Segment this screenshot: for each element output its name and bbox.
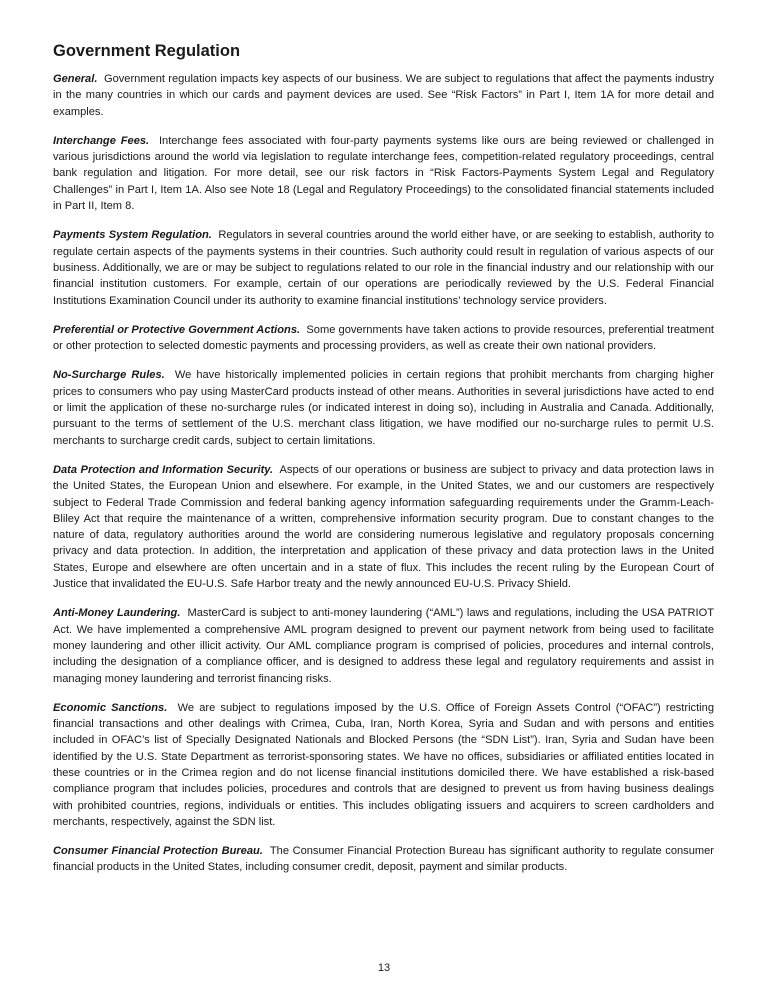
section-interchange-fees [53,133,714,214]
page-number: 13 [377,962,391,974]
section-title: General. [53,73,98,85]
section-title: Interchange Fees. [53,134,150,147]
section-title: Consumer Financial Protection Bureau. [53,845,263,858]
section-body: Regulators in several countries around the world either have, or are seeking to establish, authority to regulate certain aspects of the payments systems in their countries. Such authority could result in regulation of various aspects of our business. Additionally, we are or may be subject to regulations related to our role in the financial industry and our relationship with our financial institution customers. For example, certain of our operations are periodically reviewed by the U.S. Federal Financial Institutions Examination Council under its authority to examine financial institutions’ technology service providers. [53,229,715,307]
section-body: We have historically implemented policies in certain regions that prohibit merchants from charging higher prices to consumers who pay using MasterCard products instead of other means. Authorities in several jurisdictions have acted to end or limit the application of these no-surcharge rules (or indicated interest in doing so), including in Australia and Canada. Additionally, pursuant to the terms of settlement of the U.S. merchant class litigation, we have modified our no-surcharge rules to permit U.S. merchants to surcharge credit cards, subject to certain limitations. [53,369,714,447]
section-title: Data Protection and Information Security. [53,463,274,476]
section-general [53,71,714,120]
section-economic-sanctions [53,700,714,830]
section-body: The Consumer Financial Protection Bureau has significant authority to regulate consumer financial products in the United States, including consumer credit, deposit, payment and similar products. [53,845,714,874]
section-payments-system-regulation [53,227,714,308]
section-consumer-financial-protection-bureau [53,843,714,876]
section-body: Government regulation impacts key aspects of our business. We are subject to regulations that affect the payments industry in the many countries in which our cards and payment devices are used. See “Risk Factors” in Part I, Item 1A for more detail and examples. [53,73,714,118]
section-title: Anti-Money Laundering. [53,607,181,620]
section-body: Aspects of our operations or business are subject to privacy and data protection laws in the United States, the European Union and elsewhere. For example, in the United States, we and our customers are respectively subject to Federal Trade Commission and federal banking agency information safeguarding requirements under the Gramm-Leach-Bliley Act that require the maintenance of a written, comprehensive information security program. Due to constant changes to the nature of data, regulatory authorities around the world are considering numerous legislative and regulatory proposals concerning privacy and data protection. In addition, the interpretation and application of these privacy and data protection laws in the United States, Europe and elsewhere are often uncertain and in a state of flux. This includes the recent ruling by the European Court of Justice that invalidated the EU-U.S. Safe Harbor treaty and the newly announced EU-U.S. Privacy Shield. [53,463,714,591]
section-title: Payments System Regulation. [53,229,212,242]
section-data-protection [53,462,714,592]
section-body: MasterCard is subject to anti-money laundering (“AML”) laws and regulations, including the USA PATRIOT Act. We have implemented a comprehensive AML program designed to prevent our payment network from being used to facilitate money laundering and other illicit activity. Our AML compliance program is comprised of policies, procedures and internal controls, including the designation of a compliance officer, and is designed to address these legal and regulatory requirements and assist in managing money laundering and terrorist financing risks. [53,607,714,685]
document-page [53,40,714,889]
section-body: Some governments have taken actions to provide resources, preferential treatment or other protection to selected domestic payments and processing providers, as well as create their own national providers. [53,323,714,353]
section-no-surcharge-rules [53,367,714,448]
section-body: We are subject to regulations imposed by the U.S. Office of Foreign Assets Control (“OFAC”) restricting financial transactions and other dealings with Crimea, Cuba, Iran, North Korea, Syria and Sudan and with persons and entities included in OFAC’s list of Specially Designated Nationals and Blocked Persons (the “SDN List”). Iran, Syria and Sudan have been identified by the U.S. State Department as terrorist-sponsoring states. We have no offices, subsidiaries or affiliated entities located in these countries or in the Crimea region and do not license financial institutions domiciled there. We have established a risk-based compliance program that includes policies, procedures and controls that are designed to prevent us from having business dealings with prohibited countries, regions, individuals or entities. This includes obligating issuers and acquirers to screen cardholders and merchants, respectively, against the SDN list. [53,701,714,828]
page-title: Government Regulation [53,42,241,60]
section-anti-money-laundering [53,605,714,686]
section-title: Economic Sanctions. [53,701,168,714]
section-title: Preferential or Protective Government Actions. [53,323,301,336]
section-body: Interchange fees associated with four-party payments systems like ours are being reviewed or challenged in various jurisdictions around the world via legislation to regulate interchange fees, competition-related regulatory proceedings, central bank regulation and litigation. For more detail, see our risk factors in “Risk Factors-Payments System Legal and Regulatory Challenges” in Part I, Item 1A. Also see Note 18 (Legal and Regulatory Proceedings) to the consolidated financial statements included in Part II, Item 8. [53,134,714,213]
section-title: No-Surcharge Rules. [53,369,165,382]
section-preferential-government-actions [53,322,714,355]
